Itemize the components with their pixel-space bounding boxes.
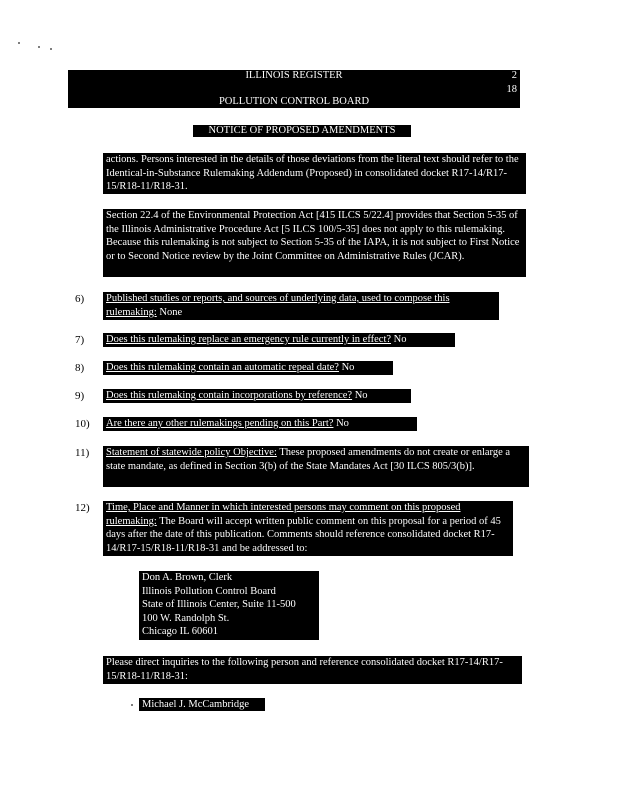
item-answer: No [393, 334, 407, 345]
address-line: Illinois Pollution Control Board [142, 585, 276, 597]
inquiries-paragraph: Please direct inquiries to the following person and reference consolidated docket R17-14/R17-15/R18-11/R18-31: [103, 656, 522, 684]
section-paragraph: Section 22.4 of the Environmental Protection Act [415 ILCS 5/22.4] provides that Section 5-35 of the Illinois Administrative Procedure Act [5 ILCS 100/5-35] does not apply to this rulemaking. Because this rulemaking is not subject to Section 5-35 of the IAPA, it is not subject to First Notice or to Second Notice review by the Joint Committee on Administrative Rules (JCAR). [103, 209, 526, 277]
notice-title [193, 125, 411, 137]
item-11 [103, 446, 529, 487]
item-label: Statement of statewide policy Objective: [106, 447, 277, 458]
scan-speck [131, 704, 133, 706]
header-register-bar [68, 70, 520, 82]
item-number: 7) [75, 334, 85, 346]
item-label: Does this rulemaking contain incorporations by reference? [106, 390, 353, 401]
scan-speck [50, 48, 52, 50]
item-label: Does this rulemaking replace an emergency rule currently in effect? [106, 334, 392, 345]
item-number: 8) [75, 362, 85, 374]
address-line: Chicago IL 60601 [142, 626, 219, 637]
scan-speck [18, 42, 20, 44]
header-board-bar [68, 82, 520, 108]
item-6 [103, 292, 499, 320]
item-label: Published studies or reports, and sources of underlying data, used to compose this rulemaking: [106, 293, 450, 318]
address-line: Don A. Brown, Clerk [142, 572, 233, 583]
scan-speck [38, 46, 40, 48]
board-title: POLLUTION CONTROL BOARD [218, 95, 370, 107]
register-title: ILLINOIS REGISTER [245, 70, 343, 81]
item-answer: No [336, 418, 349, 429]
item-9 [103, 389, 411, 403]
item-number: 12) [75, 502, 90, 514]
address-line: State of Illinois Center, Suite 11-500 [142, 599, 296, 610]
page-number-top: 2 [511, 70, 517, 81]
item-label: Does this rulemaking contain an automatic repeal date? [106, 362, 339, 373]
item-7 [103, 333, 455, 347]
contact-name: Michael J. McCambridge [139, 698, 265, 711]
item-answer: These proposed amendments do not create or enlarge a state mandate, as defined in Section 3(b) of the State Mandates Act [30 ILCS 805/3(b)]. [106, 447, 511, 472]
continued-paragraph: actions. Persons interested in the details of those deviations from the literal text should refer to the Identical-in-Substance Rulemaking Addendum (Proposed) in consolidated docket R17-14/R17-15/R18-11/R18-31. [103, 153, 526, 194]
item-answer: None [159, 306, 183, 318]
item-number: 9) [75, 390, 85, 402]
item-12 [103, 501, 513, 556]
item-10 [103, 417, 417, 431]
clerk-address [139, 571, 319, 640]
item-number: 10) [75, 418, 90, 430]
item-answer: No [341, 362, 355, 373]
item-number: 6) [75, 293, 85, 305]
item-label: Are there any other rulemakings pending on this Part? [106, 418, 334, 429]
address-line: 100 W. Randolph St. [142, 612, 230, 624]
item-answer: The Board will accept written public comment on this proposal for a period of 45 days after the date of this publication. Comments should reference consolidated docket R17-14/R17-15/R18-11/R18-31 and be addressed to: [106, 515, 501, 554]
item-answer: No [354, 390, 368, 401]
notice-text: NOTICE OF PROPOSED AMENDMENTS [208, 125, 396, 136]
item-number: 11) [75, 447, 90, 459]
item-label: Time, Place and Manner in which interested persons may comment on this proposed rulemaking: [106, 502, 461, 527]
item-8 [103, 361, 393, 375]
page-number-bottom: 18 [506, 84, 517, 95]
